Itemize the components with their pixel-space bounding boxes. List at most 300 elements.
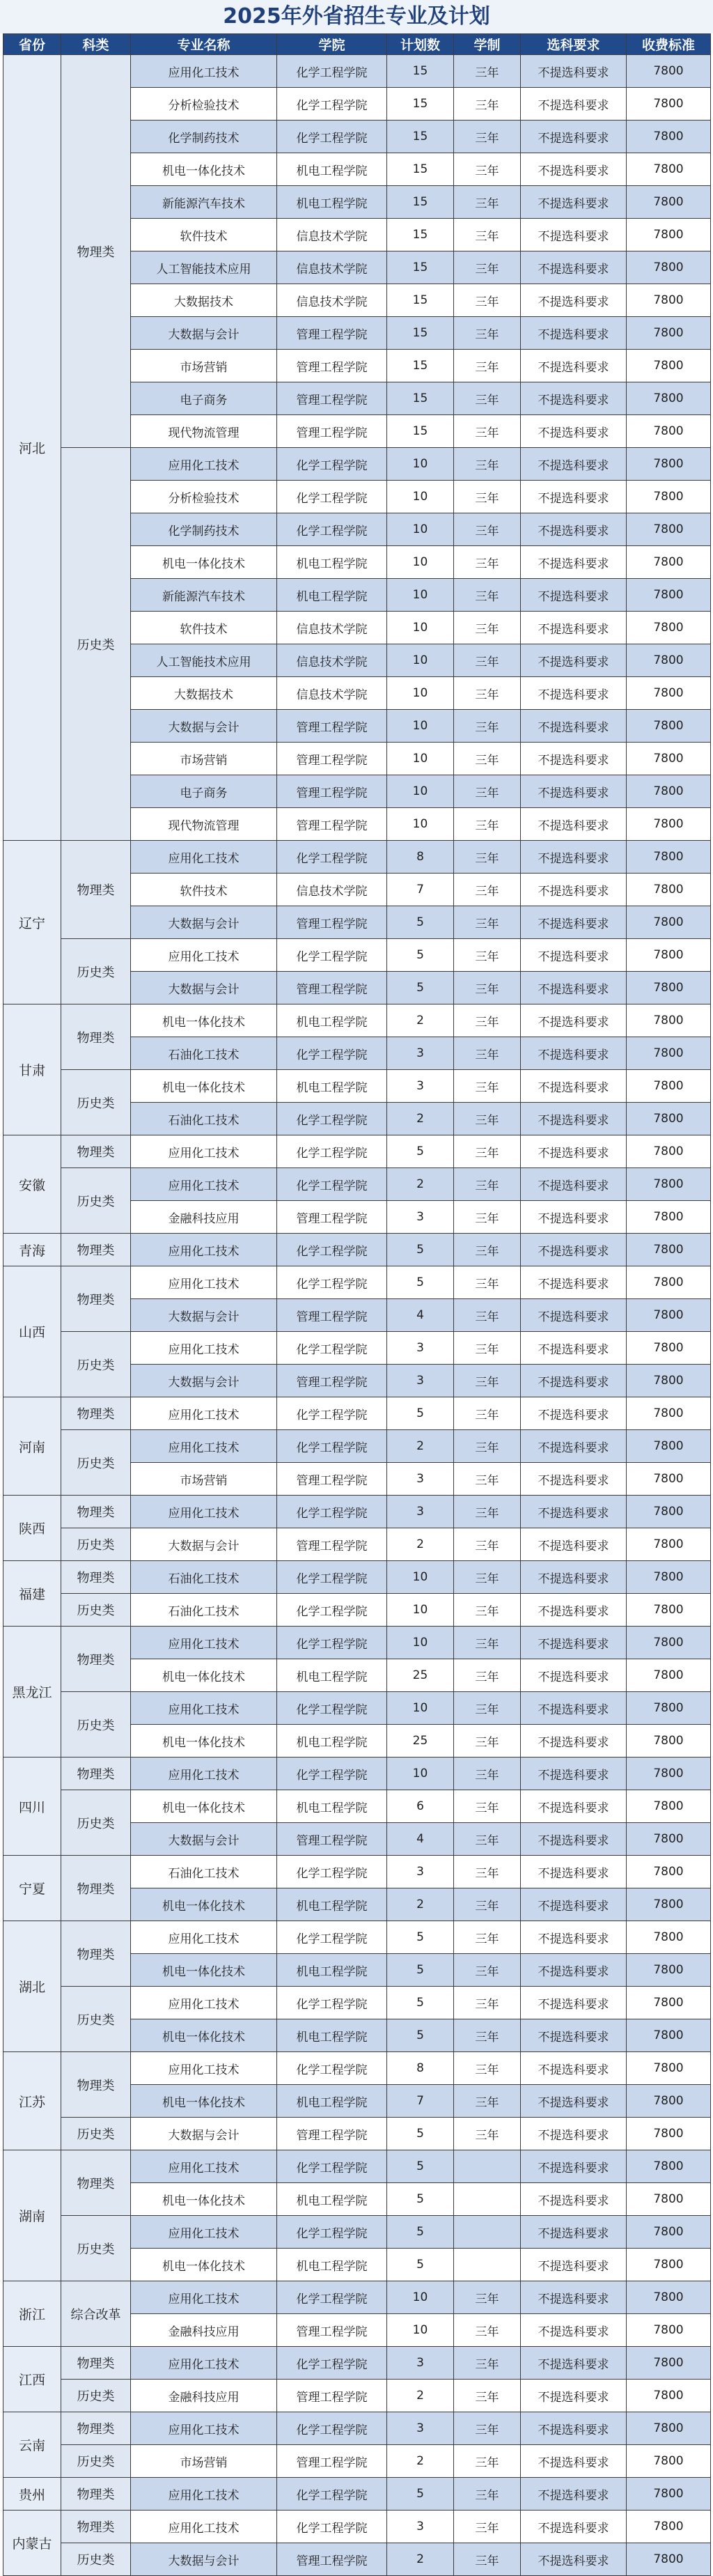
major-cell: 电子商务: [131, 382, 277, 415]
college-cell: 机电工程学院: [277, 1954, 387, 1987]
major-cell: 石油化工技术: [131, 1103, 277, 1135]
subject-requirement-cell: 不提选科要求: [521, 1135, 627, 1168]
table-row: [3, 2412, 711, 2445]
major-cell: 市场营销: [131, 2445, 277, 2478]
tuition-cell: 7800: [627, 808, 711, 841]
quota-cell: 2: [387, 1528, 454, 1561]
quota-cell: 10: [387, 677, 454, 710]
quota-cell: 3: [387, 1332, 454, 1365]
college-cell: 化学工程学院: [277, 2511, 387, 2543]
quota-cell: 15: [387, 350, 454, 382]
duration-cell: 三年: [454, 1430, 521, 1463]
quota-cell: 15: [387, 153, 454, 186]
tuition-cell: 7800: [627, 2019, 711, 2052]
college-cell: 管理工程学院: [277, 317, 387, 350]
tuition-cell: 7800: [627, 382, 711, 415]
quota-cell: 10: [387, 481, 454, 513]
major-cell: 应用化工技术: [131, 2347, 277, 2380]
subject-requirement-cell: 不提选科要求: [521, 2183, 627, 2216]
subject-requirement-cell: 不提选科要求: [521, 906, 627, 939]
college-cell: 管理工程学院: [277, 1299, 387, 1332]
major-cell: 大数据与会计: [131, 906, 277, 939]
quota-cell: 3: [387, 2511, 454, 2543]
major-cell: 应用化工技术: [131, 1168, 277, 1201]
subject-requirement-cell: 不提选科要求: [521, 2380, 627, 2412]
subject-requirement-cell: 不提选科要求: [521, 1070, 627, 1103]
tuition-cell: 7800: [627, 1758, 711, 1790]
duration-cell: 三年: [454, 2445, 521, 2478]
college-cell: 管理工程学院: [277, 350, 387, 382]
quota-cell: 3: [387, 1463, 454, 1496]
major-cell: 分析检验技术: [131, 481, 277, 513]
college-cell: 化学工程学院: [277, 513, 387, 546]
quota-cell: 10: [387, 448, 454, 481]
tuition-cell: 7800: [627, 1856, 711, 1888]
province-cell: 安徽: [3, 1135, 61, 1234]
tuition-cell: 7800: [627, 186, 711, 219]
college-cell: 化学工程学院: [277, 1561, 387, 1594]
college-cell: 信息技术学院: [277, 251, 387, 284]
college-cell: 化学工程学院: [277, 2478, 387, 2511]
major-cell: 机电一体化技术: [131, 1070, 277, 1103]
header-province: 省份: [3, 34, 61, 55]
major-cell: 机电一体化技术: [131, 1954, 277, 1987]
tuition-cell: 7800: [627, 1168, 711, 1201]
subject-requirement-cell: 不提选科要求: [521, 579, 627, 612]
college-cell: 化学工程学院: [277, 1397, 387, 1430]
subject-requirement-cell: 不提选科要求: [521, 841, 627, 874]
major-cell: 化学制药技术: [131, 513, 277, 546]
tuition-cell: 7800: [627, 579, 711, 612]
major-cell: 大数据与会计: [131, 317, 277, 350]
duration-cell: 三年: [454, 743, 521, 775]
subject-requirement-cell: 不提选科要求: [521, 2412, 627, 2445]
college-cell: 机电工程学院: [277, 1070, 387, 1103]
college-cell: 化学工程学院: [277, 1103, 387, 1135]
tuition-cell: 7800: [627, 2543, 711, 2576]
duration-cell: 三年: [454, 1921, 521, 1954]
category-cell: 历史类: [61, 2543, 131, 2576]
quota-cell: 10: [387, 579, 454, 612]
subject-requirement-cell: 不提选科要求: [521, 2445, 627, 2478]
duration-cell: 三年: [454, 1790, 521, 1823]
major-cell: 大数据与会计: [131, 972, 277, 1004]
major-cell: 机电一体化技术: [131, 2249, 277, 2281]
table-row: [3, 1168, 711, 1201]
province-cell: 宁夏: [3, 1856, 61, 1921]
table-row: [3, 2216, 711, 2249]
table-row: [3, 939, 711, 972]
duration-cell: 三年: [454, 121, 521, 153]
table-row: [3, 1234, 711, 1266]
table-row: [3, 1692, 711, 1725]
category-cell: 历史类: [61, 448, 131, 841]
subject-requirement-cell: 不提选科要求: [521, 1921, 627, 1954]
duration-cell: 三年: [454, 579, 521, 612]
quota-cell: 3: [387, 1856, 454, 1888]
quota-cell: 15: [387, 121, 454, 153]
college-cell: 管理工程学院: [277, 808, 387, 841]
subject-requirement-cell: 不提选科要求: [521, 1332, 627, 1365]
tuition-cell: 7800: [627, 1266, 711, 1299]
tuition-cell: 7800: [627, 1332, 711, 1365]
college-cell: 化学工程学院: [277, 481, 387, 513]
major-cell: 机电一体化技术: [131, 546, 277, 579]
college-cell: 化学工程学院: [277, 1921, 387, 1954]
category-cell: 物理类: [61, 841, 131, 939]
subject-requirement-cell: 不提选科要求: [521, 1201, 627, 1234]
quota-cell: 4: [387, 1823, 454, 1856]
quota-cell: 2: [387, 1103, 454, 1135]
category-cell: 历史类: [61, 939, 131, 1004]
duration-cell: 三年: [454, 2118, 521, 2150]
college-cell: 信息技术学院: [277, 677, 387, 710]
college-cell: 化学工程学院: [277, 121, 387, 153]
quota-cell: 10: [387, 2314, 454, 2347]
college-cell: 机电工程学院: [277, 153, 387, 186]
college-cell: 机电工程学院: [277, 2249, 387, 2281]
tuition-cell: 7800: [627, 153, 711, 186]
table-row: [3, 1627, 711, 1659]
subject-requirement-cell: 不提选科要求: [521, 2347, 627, 2380]
table-row: [3, 1856, 711, 1888]
tuition-cell: 7800: [627, 644, 711, 677]
duration-cell: 三年: [454, 939, 521, 972]
college-cell: 信息技术学院: [277, 612, 387, 644]
quota-cell: 3: [387, 1496, 454, 1528]
duration-cell: 三年: [454, 841, 521, 874]
duration-cell: 三年: [454, 1234, 521, 1266]
duration-cell: 三年: [454, 1528, 521, 1561]
quota-cell: 15: [387, 317, 454, 350]
subject-requirement-cell: 不提选科要求: [521, 612, 627, 644]
table-row: [3, 2052, 711, 2085]
tuition-cell: 7800: [627, 2511, 711, 2543]
duration-cell: 三年: [454, 1594, 521, 1627]
subject-requirement-cell: 不提选科要求: [521, 775, 627, 808]
tuition-cell: 7800: [627, 1888, 711, 1921]
duration-cell: [454, 2216, 521, 2249]
subject-requirement-cell: 不提选科要求: [521, 1266, 627, 1299]
subject-requirement-cell: 不提选科要求: [521, 2052, 627, 2085]
duration-cell: 三年: [454, 1201, 521, 1234]
tuition-cell: 7800: [627, 1921, 711, 1954]
duration-cell: 三年: [454, 481, 521, 513]
duration-cell: 三年: [454, 1168, 521, 1201]
tuition-cell: 7800: [627, 1234, 711, 1266]
duration-cell: 三年: [454, 2478, 521, 2511]
subject-requirement-cell: 不提选科要求: [521, 1856, 627, 1888]
category-cell: 历史类: [61, 1070, 131, 1135]
major-cell: 机电一体化技术: [131, 2183, 277, 2216]
major-cell: 软件技术: [131, 219, 277, 251]
major-cell: 应用化工技术: [131, 2150, 277, 2183]
college-cell: 信息技术学院: [277, 219, 387, 251]
duration-cell: 三年: [454, 1888, 521, 1921]
table-row: [3, 1921, 711, 1954]
table-row: [3, 1758, 711, 1790]
college-cell: 管理工程学院: [277, 1365, 387, 1397]
college-cell: 管理工程学院: [277, 710, 387, 743]
duration-cell: 三年: [454, 1627, 521, 1659]
college-cell: 化学工程学院: [277, 1692, 387, 1725]
quota-cell: 10: [387, 546, 454, 579]
duration-cell: 三年: [454, 153, 521, 186]
quota-cell: 5: [387, 2019, 454, 2052]
quota-cell: 5: [387, 939, 454, 972]
duration-cell: 三年: [454, 710, 521, 743]
enrollment-plan-table: [3, 33, 711, 2576]
major-cell: 市场营销: [131, 350, 277, 382]
tuition-cell: 7800: [627, 841, 711, 874]
table-row: [3, 1496, 711, 1528]
college-cell: 化学工程学院: [277, 448, 387, 481]
duration-cell: 三年: [454, 317, 521, 350]
major-cell: 应用化工技术: [131, 1758, 277, 1790]
college-cell: 化学工程学院: [277, 1496, 387, 1528]
category-cell: 历史类: [61, 2445, 131, 2478]
subject-requirement-cell: 不提选科要求: [521, 939, 627, 972]
quota-cell: 6: [387, 1790, 454, 1823]
tuition-cell: 7800: [627, 1037, 711, 1070]
category-cell: 物理类: [61, 1921, 131, 1987]
college-cell: 化学工程学院: [277, 88, 387, 121]
quota-cell: 5: [387, 1234, 454, 1266]
quota-cell: 4: [387, 1299, 454, 1332]
duration-cell: 三年: [454, 546, 521, 579]
quota-cell: 3: [387, 1070, 454, 1103]
subject-requirement-cell: 不提选科要求: [521, 2314, 627, 2347]
category-cell: 物理类: [61, 1004, 131, 1070]
major-cell: 应用化工技术: [131, 841, 277, 874]
duration-cell: 三年: [454, 2543, 521, 2576]
college-cell: 机电工程学院: [277, 2019, 387, 2052]
duration-cell: 三年: [454, 350, 521, 382]
major-cell: 应用化工技术: [131, 2216, 277, 2249]
duration-cell: 三年: [454, 55, 521, 88]
duration-cell: 三年: [454, 382, 521, 415]
quota-cell: 10: [387, 1692, 454, 1725]
major-cell: 石油化工技术: [131, 1037, 277, 1070]
subject-requirement-cell: 不提选科要求: [521, 2085, 627, 2118]
category-cell: 历史类: [61, 1168, 131, 1234]
tuition-cell: 7800: [627, 2118, 711, 2150]
duration-cell: 三年: [454, 1758, 521, 1790]
tuition-cell: 7800: [627, 2445, 711, 2478]
province-cell: 湖南: [3, 2150, 61, 2281]
subject-requirement-cell: 不提选科要求: [521, 2150, 627, 2183]
major-cell: 大数据技术: [131, 677, 277, 710]
tuition-cell: 7800: [627, 1365, 711, 1397]
duration-cell: 三年: [454, 2085, 521, 2118]
college-cell: 化学工程学院: [277, 1037, 387, 1070]
subject-requirement-cell: 不提选科要求: [521, 2216, 627, 2249]
subject-requirement-cell: 不提选科要求: [521, 743, 627, 775]
province-cell: 湖北: [3, 1921, 61, 2052]
subject-requirement-cell: 不提选科要求: [521, 2019, 627, 2052]
duration-cell: 三年: [454, 1725, 521, 1758]
quota-cell: 8: [387, 2052, 454, 2085]
major-cell: 人工智能技术应用: [131, 251, 277, 284]
province-cell: 四川: [3, 1758, 61, 1856]
category-cell: 物理类: [61, 1397, 131, 1430]
table-row: [3, 2347, 711, 2380]
duration-cell: 三年: [454, 1103, 521, 1135]
tuition-cell: 7800: [627, 2249, 711, 2281]
subject-requirement-cell: 不提选科要求: [521, 1430, 627, 1463]
table-row: [3, 2478, 711, 2511]
subject-requirement-cell: 不提选科要求: [521, 874, 627, 906]
duration-cell: 三年: [454, 2412, 521, 2445]
quota-cell: 10: [387, 1594, 454, 1627]
major-cell: 应用化工技术: [131, 1627, 277, 1659]
category-cell: 物理类: [61, 2412, 131, 2445]
category-cell: 物理类: [61, 1234, 131, 1266]
major-cell: 化学制药技术: [131, 121, 277, 153]
quota-cell: 2: [387, 1004, 454, 1037]
quota-cell: 10: [387, 1627, 454, 1659]
subject-requirement-cell: 不提选科要求: [521, 1627, 627, 1659]
category-cell: 物理类: [61, 2347, 131, 2380]
college-cell: 管理工程学院: [277, 743, 387, 775]
province-cell: 甘肃: [3, 1004, 61, 1135]
tuition-cell: 7800: [627, 1692, 711, 1725]
college-cell: 机电工程学院: [277, 1725, 387, 1758]
quota-cell: 10: [387, 1561, 454, 1594]
quota-cell: 15: [387, 88, 454, 121]
table-row: [3, 2511, 711, 2543]
category-cell: 历史类: [61, 1332, 131, 1397]
quota-cell: 7: [387, 2085, 454, 2118]
tuition-cell: 7800: [627, 612, 711, 644]
subject-requirement-cell: 不提选科要求: [521, 1987, 627, 2019]
tuition-cell: 7800: [627, 710, 711, 743]
tuition-cell: 7800: [627, 1954, 711, 1987]
table-row: [3, 1135, 711, 1168]
tuition-cell: 7800: [627, 350, 711, 382]
college-cell: 化学工程学院: [277, 2216, 387, 2249]
duration-cell: 三年: [454, 1692, 521, 1725]
quota-cell: 2: [387, 1430, 454, 1463]
tuition-cell: 7800: [627, 1070, 711, 1103]
subject-requirement-cell: 不提选科要求: [521, 1888, 627, 1921]
major-cell: 机电一体化技术: [131, 2019, 277, 2052]
college-cell: 化学工程学院: [277, 1430, 387, 1463]
province-cell: 青海: [3, 1234, 61, 1266]
category-cell: 物理类: [61, 1496, 131, 1528]
subject-requirement-cell: 不提选科要求: [521, 121, 627, 153]
category-cell: 历史类: [61, 1987, 131, 2052]
province-cell: 河南: [3, 1397, 61, 1496]
tuition-cell: 7800: [627, 939, 711, 972]
duration-cell: 三年: [454, 1987, 521, 2019]
college-cell: 管理工程学院: [277, 1823, 387, 1856]
category-cell: 历史类: [61, 1528, 131, 1561]
province-cell: 云南: [3, 2412, 61, 2478]
college-cell: 管理工程学院: [277, 382, 387, 415]
duration-cell: [454, 2249, 521, 2281]
tuition-cell: 7800: [627, 219, 711, 251]
major-cell: 软件技术: [131, 874, 277, 906]
college-cell: 机电工程学院: [277, 546, 387, 579]
header-subject-requirement: 选科要求: [521, 34, 627, 55]
major-cell: 应用化工技术: [131, 1987, 277, 2019]
duration-cell: 三年: [454, 1397, 521, 1430]
tuition-cell: 7800: [627, 906, 711, 939]
subject-requirement-cell: 不提选科要求: [521, 186, 627, 219]
subject-requirement-cell: 不提选科要求: [521, 317, 627, 350]
subject-requirement-cell: 不提选科要求: [521, 513, 627, 546]
major-cell: 应用化工技术: [131, 1332, 277, 1365]
duration-cell: 三年: [454, 1856, 521, 1888]
college-cell: 管理工程学院: [277, 1201, 387, 1234]
major-cell: 应用化工技术: [131, 1430, 277, 1463]
tuition-cell: 7800: [627, 775, 711, 808]
major-cell: 应用化工技术: [131, 2412, 277, 2445]
subject-requirement-cell: 不提选科要求: [521, 1103, 627, 1135]
major-cell: 应用化工技术: [131, 448, 277, 481]
duration-cell: 三年: [454, 186, 521, 219]
college-cell: 机电工程学院: [277, 1888, 387, 1921]
tuition-cell: 7800: [627, 121, 711, 153]
category-cell: 物理类: [61, 1135, 131, 1168]
major-cell: 应用化工技术: [131, 2052, 277, 2085]
tuition-cell: 7800: [627, 251, 711, 284]
tuition-cell: 7800: [627, 743, 711, 775]
major-cell: 市场营销: [131, 743, 277, 775]
duration-cell: 三年: [454, 1496, 521, 1528]
category-cell: 历史类: [61, 2118, 131, 2150]
major-cell: 机电一体化技术: [131, 2085, 277, 2118]
subject-requirement-cell: 不提选科要求: [521, 2281, 627, 2314]
tuition-cell: 7800: [627, 481, 711, 513]
duration-cell: 三年: [454, 415, 521, 448]
college-cell: 化学工程学院: [277, 2150, 387, 2183]
college-cell: 信息技术学院: [277, 874, 387, 906]
category-cell: 历史类: [61, 1692, 131, 1758]
tuition-cell: 7800: [627, 1725, 711, 1758]
quota-cell: 3: [387, 1201, 454, 1234]
duration-cell: 三年: [454, 1332, 521, 1365]
major-cell: 应用化工技术: [131, 1692, 277, 1725]
tuition-cell: 7800: [627, 88, 711, 121]
duration-cell: 三年: [454, 808, 521, 841]
tuition-cell: 7800: [627, 513, 711, 546]
duration-cell: 三年: [454, 2019, 521, 2052]
duration-cell: [454, 2183, 521, 2216]
major-cell: 大数据与会计: [131, 710, 277, 743]
college-cell: 管理工程学院: [277, 906, 387, 939]
subject-requirement-cell: 不提选科要求: [521, 710, 627, 743]
quota-cell: 5: [387, 1135, 454, 1168]
subject-requirement-cell: 不提选科要求: [521, 1004, 627, 1037]
tuition-cell: 7800: [627, 2281, 711, 2314]
tuition-cell: 7800: [627, 317, 711, 350]
duration-cell: 三年: [454, 1299, 521, 1332]
tuition-cell: 7800: [627, 546, 711, 579]
subject-requirement-cell: 不提选科要求: [521, 2511, 627, 2543]
quota-cell: 25: [387, 1725, 454, 1758]
quota-cell: 8: [387, 841, 454, 874]
major-cell: 人工智能技术应用: [131, 644, 277, 677]
province-cell: 内蒙古: [3, 2511, 61, 2576]
subject-requirement-cell: 不提选科要求: [521, 1528, 627, 1561]
table-row: [3, 2380, 711, 2412]
category-cell: 物理类: [61, 2511, 131, 2543]
tuition-cell: 7800: [627, 415, 711, 448]
major-cell: 应用化工技术: [131, 2478, 277, 2511]
college-cell: 机电工程学院: [277, 1659, 387, 1692]
